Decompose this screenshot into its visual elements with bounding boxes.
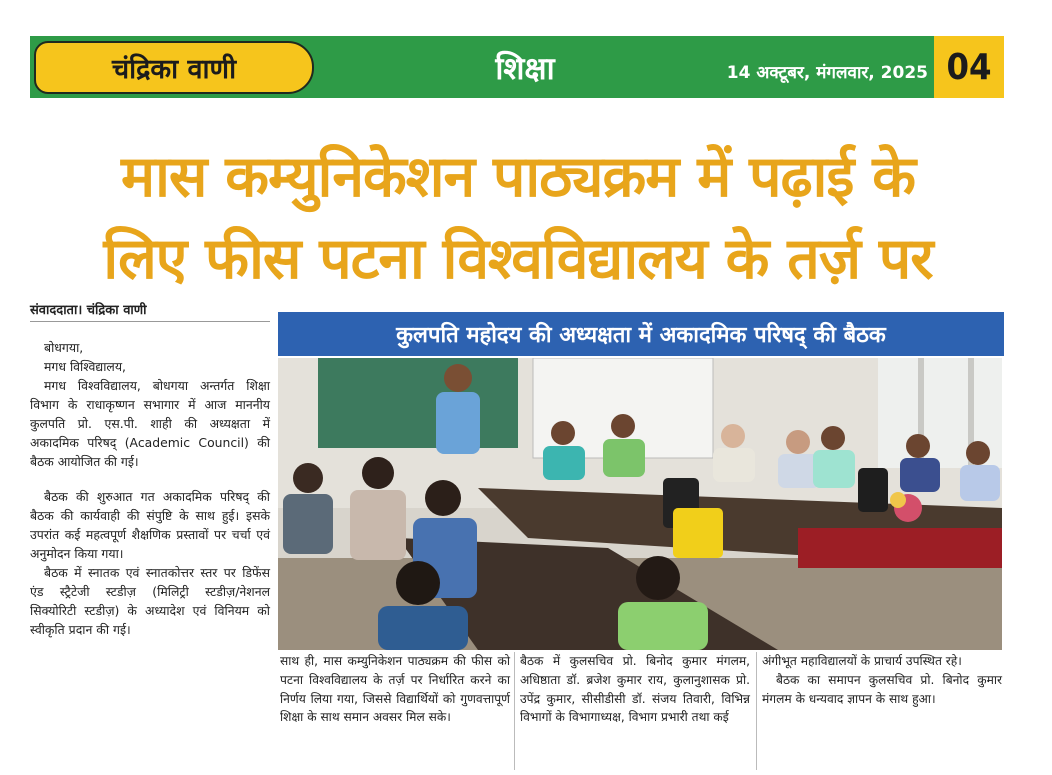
byline: संवाददाता। चंद्रिका वाणी xyxy=(30,303,147,318)
section-title: शिक्षा xyxy=(495,51,555,87)
headline-line-2: लिए फीस पटना विश्वविद्यालय के तर्ज़ पर xyxy=(103,226,933,292)
dateline-city: बोधगया, xyxy=(44,340,84,355)
page-number: 04 xyxy=(934,36,1004,98)
column-3-text-1: अंगीभूत महाविद्यालयों के प्राचार्य उपस्थित रहे। xyxy=(762,654,962,668)
paragraph-2: बैठक की शुरुआत गत अकादमिक परिषद् की बैठक की कार्यवाही की संपुष्टि के साथ हुई। इसके उपरांत कई महत्वपूर्ण शैक्षणिक प्रस्तावों पर चर्चा एवं अनुमोदन किया गया। xyxy=(30,489,270,561)
column-2-text: बैठक में कुलसचिव प्रो. बिनोद कुमार मंगलम, अधिष्ठाता डॉ. ब्रजेश कुमार राय, कुलानुशासक प्रो. उपेंद्र कुमार, सीसीडीसी डॉ. संजय तिवारी, विभिन्न विभागों के विभागाध्यक्ष, विभाग प्रभारी तथा कई xyxy=(520,654,750,725)
issue-date: 14 अक्टूबर, मंगलवार, 2025 xyxy=(726,62,928,83)
column-1-text: साथ ही, मास कम्युनिकेशन पाठ्यक्रम की फीस को पटना विश्वविद्यालय के तर्ज़ पर निर्धारित करने का निर्णय लिया गया, जिससे विद्यार्थियों को गुणवत्तापूर्ण शिक्षा के साथ समान अवसर मिल सके। xyxy=(280,654,510,725)
bottom-column-3 xyxy=(762,652,1002,772)
meeting-photo xyxy=(278,358,1002,650)
newspaper-masthead: चंद्रिका वाणी xyxy=(34,41,314,94)
column-divider xyxy=(756,652,757,770)
bottom-column-2 xyxy=(520,652,750,772)
paragraph-3: बैठक में स्नातक एवं स्नातकोत्तर स्तर पर डिफेंस एंड स्ट्रैटेजी स्टडीज़ (मिलिट्री स्टडीज़/नेशनल सिक्योरिटी स्टडीज़) के अध्यादेश एवं विनियम को स्वीकृति प्रदान की गई। xyxy=(30,565,270,637)
headline-line-1: मास कम्युनिकेशन पाठ्यक्रम में पढ़ाई के xyxy=(121,144,915,210)
byline-divider xyxy=(30,321,270,322)
left-article-column xyxy=(30,338,270,770)
column-divider xyxy=(514,652,515,770)
bottom-column-1 xyxy=(280,652,510,772)
photo-caption-banner: कुलपति महोदय की अध्यक्षता में अकादमिक परिषद् की बैठक xyxy=(278,312,1004,356)
dateline-university: मगध विश्विद्यालय, xyxy=(44,359,126,374)
paragraph-1: मगध विश्वविद्यालय, बोधगया अन्तर्गत शिक्षा विभाग के राधाकृष्णन सभागार में आज माननीय कुलपति प्रो. एस.पी. शाही की अध्यक्षता में अकादमिक परिषद् (Academic Council) की बैठक आयोजित की गई। xyxy=(30,378,270,469)
column-3-text-2: बैठक का समापन कुलसचिव प्रो. बिनोद कुमार मंगलम के धन्यवाद ज्ञापन के साथ हुआ। xyxy=(762,672,1002,706)
